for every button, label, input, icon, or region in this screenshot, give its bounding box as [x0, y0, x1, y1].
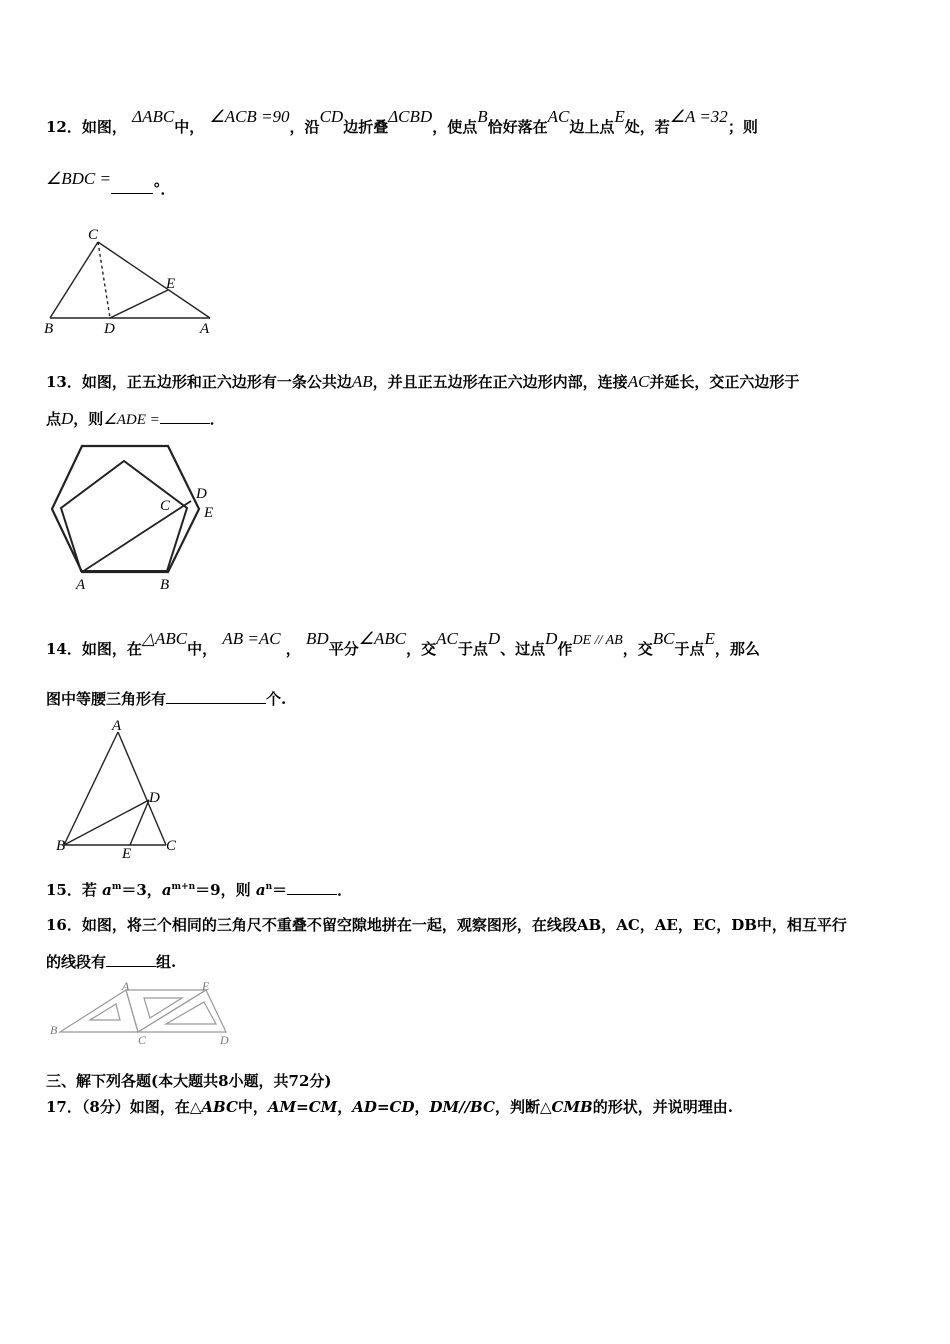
- q16-label-c: C: [138, 1033, 147, 1047]
- q13-label-a: A: [76, 577, 86, 593]
- q14-line1: 14．如图，在△ABC中， AB =AC ， BD平分∠ABC，交AC于点D、过点D作DE // AB，交BC于点E，那么: [46, 629, 760, 658]
- q13-number: 13．: [46, 373, 82, 391]
- q16-label-b: B: [50, 1023, 58, 1037]
- q14-label-b: B: [56, 838, 66, 854]
- q13-line1: 13．如图，正五边形和正六边形有一条公共边AB，并且正五边形在正六边形内部，连接AC并延长，交正六边形于: [46, 372, 800, 391]
- q16-line1: 16．如图，将三个相同的三角尺不重叠不留空隙地拼在一起，观察图形，在线段AB，AC，AE，EC，DB中，相互平行: [46, 916, 847, 934]
- q14-line2: 图中等腰三角形有 个.: [46, 690, 287, 708]
- q12-label-c: C: [88, 227, 99, 243]
- q12-figure: [40, 225, 220, 340]
- q17-number: 17．: [46, 1098, 82, 1116]
- q13-label-b: B: [160, 577, 170, 593]
- q16-label-e: E: [202, 979, 210, 993]
- q14-answer-blank[interactable]: [166, 703, 266, 704]
- q12-line2: ∠BDC =°．: [46, 169, 176, 198]
- q15-line: 15．若 $a^m=3$，$a^{m+n}=9$，则 $a^n=$ ．: [46, 881, 353, 899]
- q16-label-d: D: [220, 1033, 229, 1047]
- q12-answer-blank[interactable]: [111, 193, 153, 194]
- q15-answer-blank[interactable]: [287, 894, 337, 895]
- q13-answer-blank[interactable]: [160, 423, 210, 424]
- q13-label-e: E: [204, 505, 214, 521]
- q13-figure: [44, 435, 229, 595]
- q12-label-a: A: [200, 321, 210, 337]
- q15-number: 15．: [46, 881, 82, 899]
- q14-figure: [52, 720, 192, 865]
- q13-label-c: C: [160, 498, 171, 514]
- q12-number: 12．: [46, 118, 82, 136]
- q14-label-e: E: [122, 846, 132, 862]
- q16-number: 16．: [46, 916, 82, 934]
- q16-figure: [46, 979, 236, 1047]
- q14-number: 14．: [46, 640, 82, 658]
- q13-label-d: D: [196, 486, 207, 502]
- q12-label-b: B: [44, 321, 54, 337]
- q12-line1: 12．如图， ΔABC中， ∠ACB =90，沿CD边折叠ΔCBD，使点B恰好落在AC边上点E处，若∠A =32；则: [46, 107, 758, 136]
- q14-label-d: D: [149, 790, 160, 806]
- q16-label-a: A: [122, 979, 130, 993]
- q17-line: 17．（8分）如图，在△ABC中，AM=CM，AD=CD，DM//BC，判断△CMB的形状，并说明理由.: [46, 1098, 733, 1116]
- q12-label-d: D: [104, 321, 115, 337]
- q13-line2: 点D，则∠ADE = ．: [46, 409, 225, 428]
- q16-answer-blank[interactable]: [106, 966, 156, 967]
- section-3-title: 三、解下列各题(本大题共8小题，共72分): [46, 1072, 332, 1090]
- q16-line2: 的线段有 组.: [46, 953, 177, 971]
- q14-label-c: C: [166, 838, 177, 854]
- q12-label-e: E: [166, 276, 176, 292]
- q14-label-a: A: [112, 718, 122, 734]
